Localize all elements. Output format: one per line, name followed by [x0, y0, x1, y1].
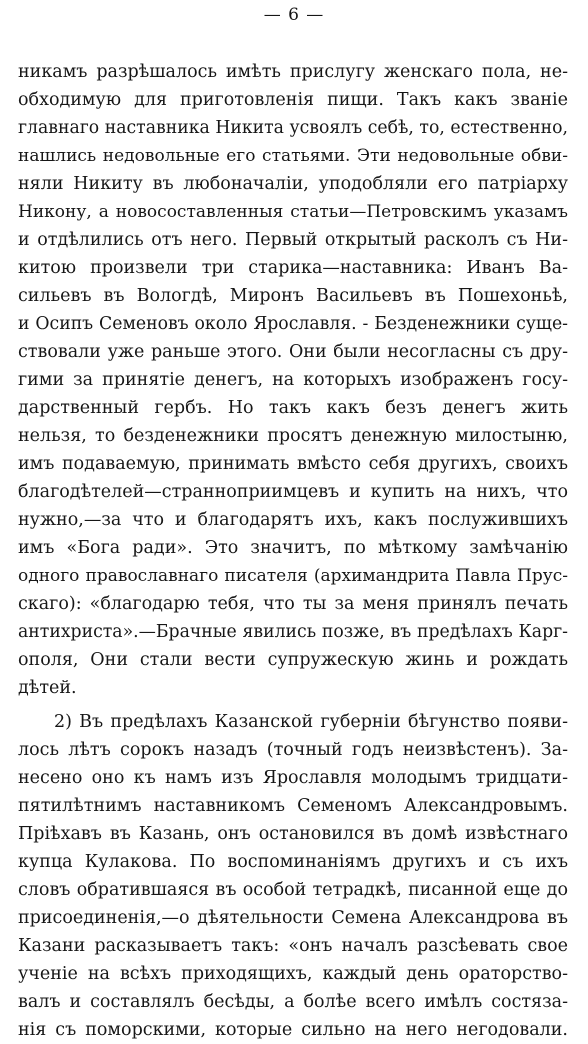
- text-line: и Осипъ Семеновъ около Ярославля. - Безденежники суще-: [18, 314, 568, 334]
- text-line: 2) Въ предѣлахъ Казанской губерніи бѣгунство появи-: [54, 712, 568, 732]
- text-line: дарственный гербъ. Но такъ какъ безъ денегъ жить: [18, 398, 568, 418]
- text-line: главнаго наставника Никита усвоялъ себѣ, то, естественно,: [18, 118, 568, 138]
- text-line: Никону, а новосоставленныя статьи—Петровскимъ указамъ: [18, 202, 568, 222]
- text-line: скаго): «благодарю тебя, что ты за меня принялъ печать: [18, 594, 568, 614]
- text-line: ученіе на всѣхъ приходящихъ, каждый день ораторство-: [18, 964, 568, 984]
- text-line: имъ подаваемую, принимать вмѣсто себя другихъ, своихъ: [18, 454, 568, 474]
- text-line: одного православнаго писателя (архимандрита Павла Прус-: [18, 566, 568, 586]
- page-number: — 6 —: [263, 5, 325, 25]
- text-line: ствовали уже раньше этого. Они были несогласны съ дру-: [18, 342, 568, 362]
- text-line: дѣтей.: [18, 678, 77, 698]
- text-line: китою произвели три старика—наставника: Иванъ Ва-: [18, 258, 568, 278]
- text-line: обходимую для приготовленія пищи. Такъ какъ званіе: [18, 90, 568, 110]
- text-line: гими за принятіе денегъ, на которыхъ изображенъ госу-: [18, 370, 568, 390]
- text-line: антихриста».—Брачные явились позже, въ предѣлахъ Карг-: [18, 622, 568, 642]
- text-line: нашлись недовольные его статьями. Эти недовольные обви-: [18, 146, 568, 166]
- text-line: словъ обратившаяся въ особой тетрадкѣ, писанной еще до: [18, 880, 568, 900]
- text-line: несено оно къ намъ изъ Ярославля молодымъ тридцати-: [18, 768, 568, 788]
- text-line: ополя, Они стали вести супружескую жинь и рождать: [18, 650, 568, 670]
- text-line: лось лѣтъ сорокъ назадъ (точный годъ неизвѣстенъ). За-: [18, 740, 568, 760]
- text-line: Казани расказываетъ такъ: «онъ началъ разсѣевать свое: [18, 936, 568, 956]
- text-line: купца Кулакова. По воспоминаніямъ другихъ и съ ихъ: [18, 852, 568, 872]
- text-line: благодѣтелей—странноприимцевъ и купить на нихъ, что: [18, 482, 568, 502]
- text-line: валъ и составлялъ бесѣды, а болѣе всего имѣлъ состяза-: [18, 992, 568, 1012]
- text-line: никамъ разрѣшалось имѣть прислугу женскаго пола, не-: [18, 62, 568, 82]
- text-line: нельзя, то безденежники просятъ денежную милостыню,: [18, 426, 568, 446]
- text-line: пятилѣтнимъ наставникомъ Семеномъ Александровымъ.: [18, 796, 568, 816]
- text-line: сильевъ въ Вологдѣ, Миронъ Васильевъ въ Пошехоньѣ,: [18, 286, 568, 306]
- text-line: нужно,—за что и благодарятъ ихъ, какъ послужившихъ: [18, 510, 568, 530]
- text-line: Пріѣхавъ въ Казань, онъ остановился въ домѣ извѣстнаго: [18, 824, 568, 844]
- text-line: и отдѣлились отъ него. Первый открытый расколъ съ Ни-: [18, 230, 568, 250]
- text-line: присоединенія,—о дѣятельности Семена Александрова въ: [18, 908, 568, 928]
- text-line: имъ «Бога ради». Это значитъ, по мѣткому замѣчанію: [18, 538, 568, 558]
- text-line: нія съ поморскими, которые сильно на него негодовали.: [18, 1020, 568, 1040]
- text-line: няли Никиту въ любоначаліи, уподобляли его патріарху: [18, 174, 568, 194]
